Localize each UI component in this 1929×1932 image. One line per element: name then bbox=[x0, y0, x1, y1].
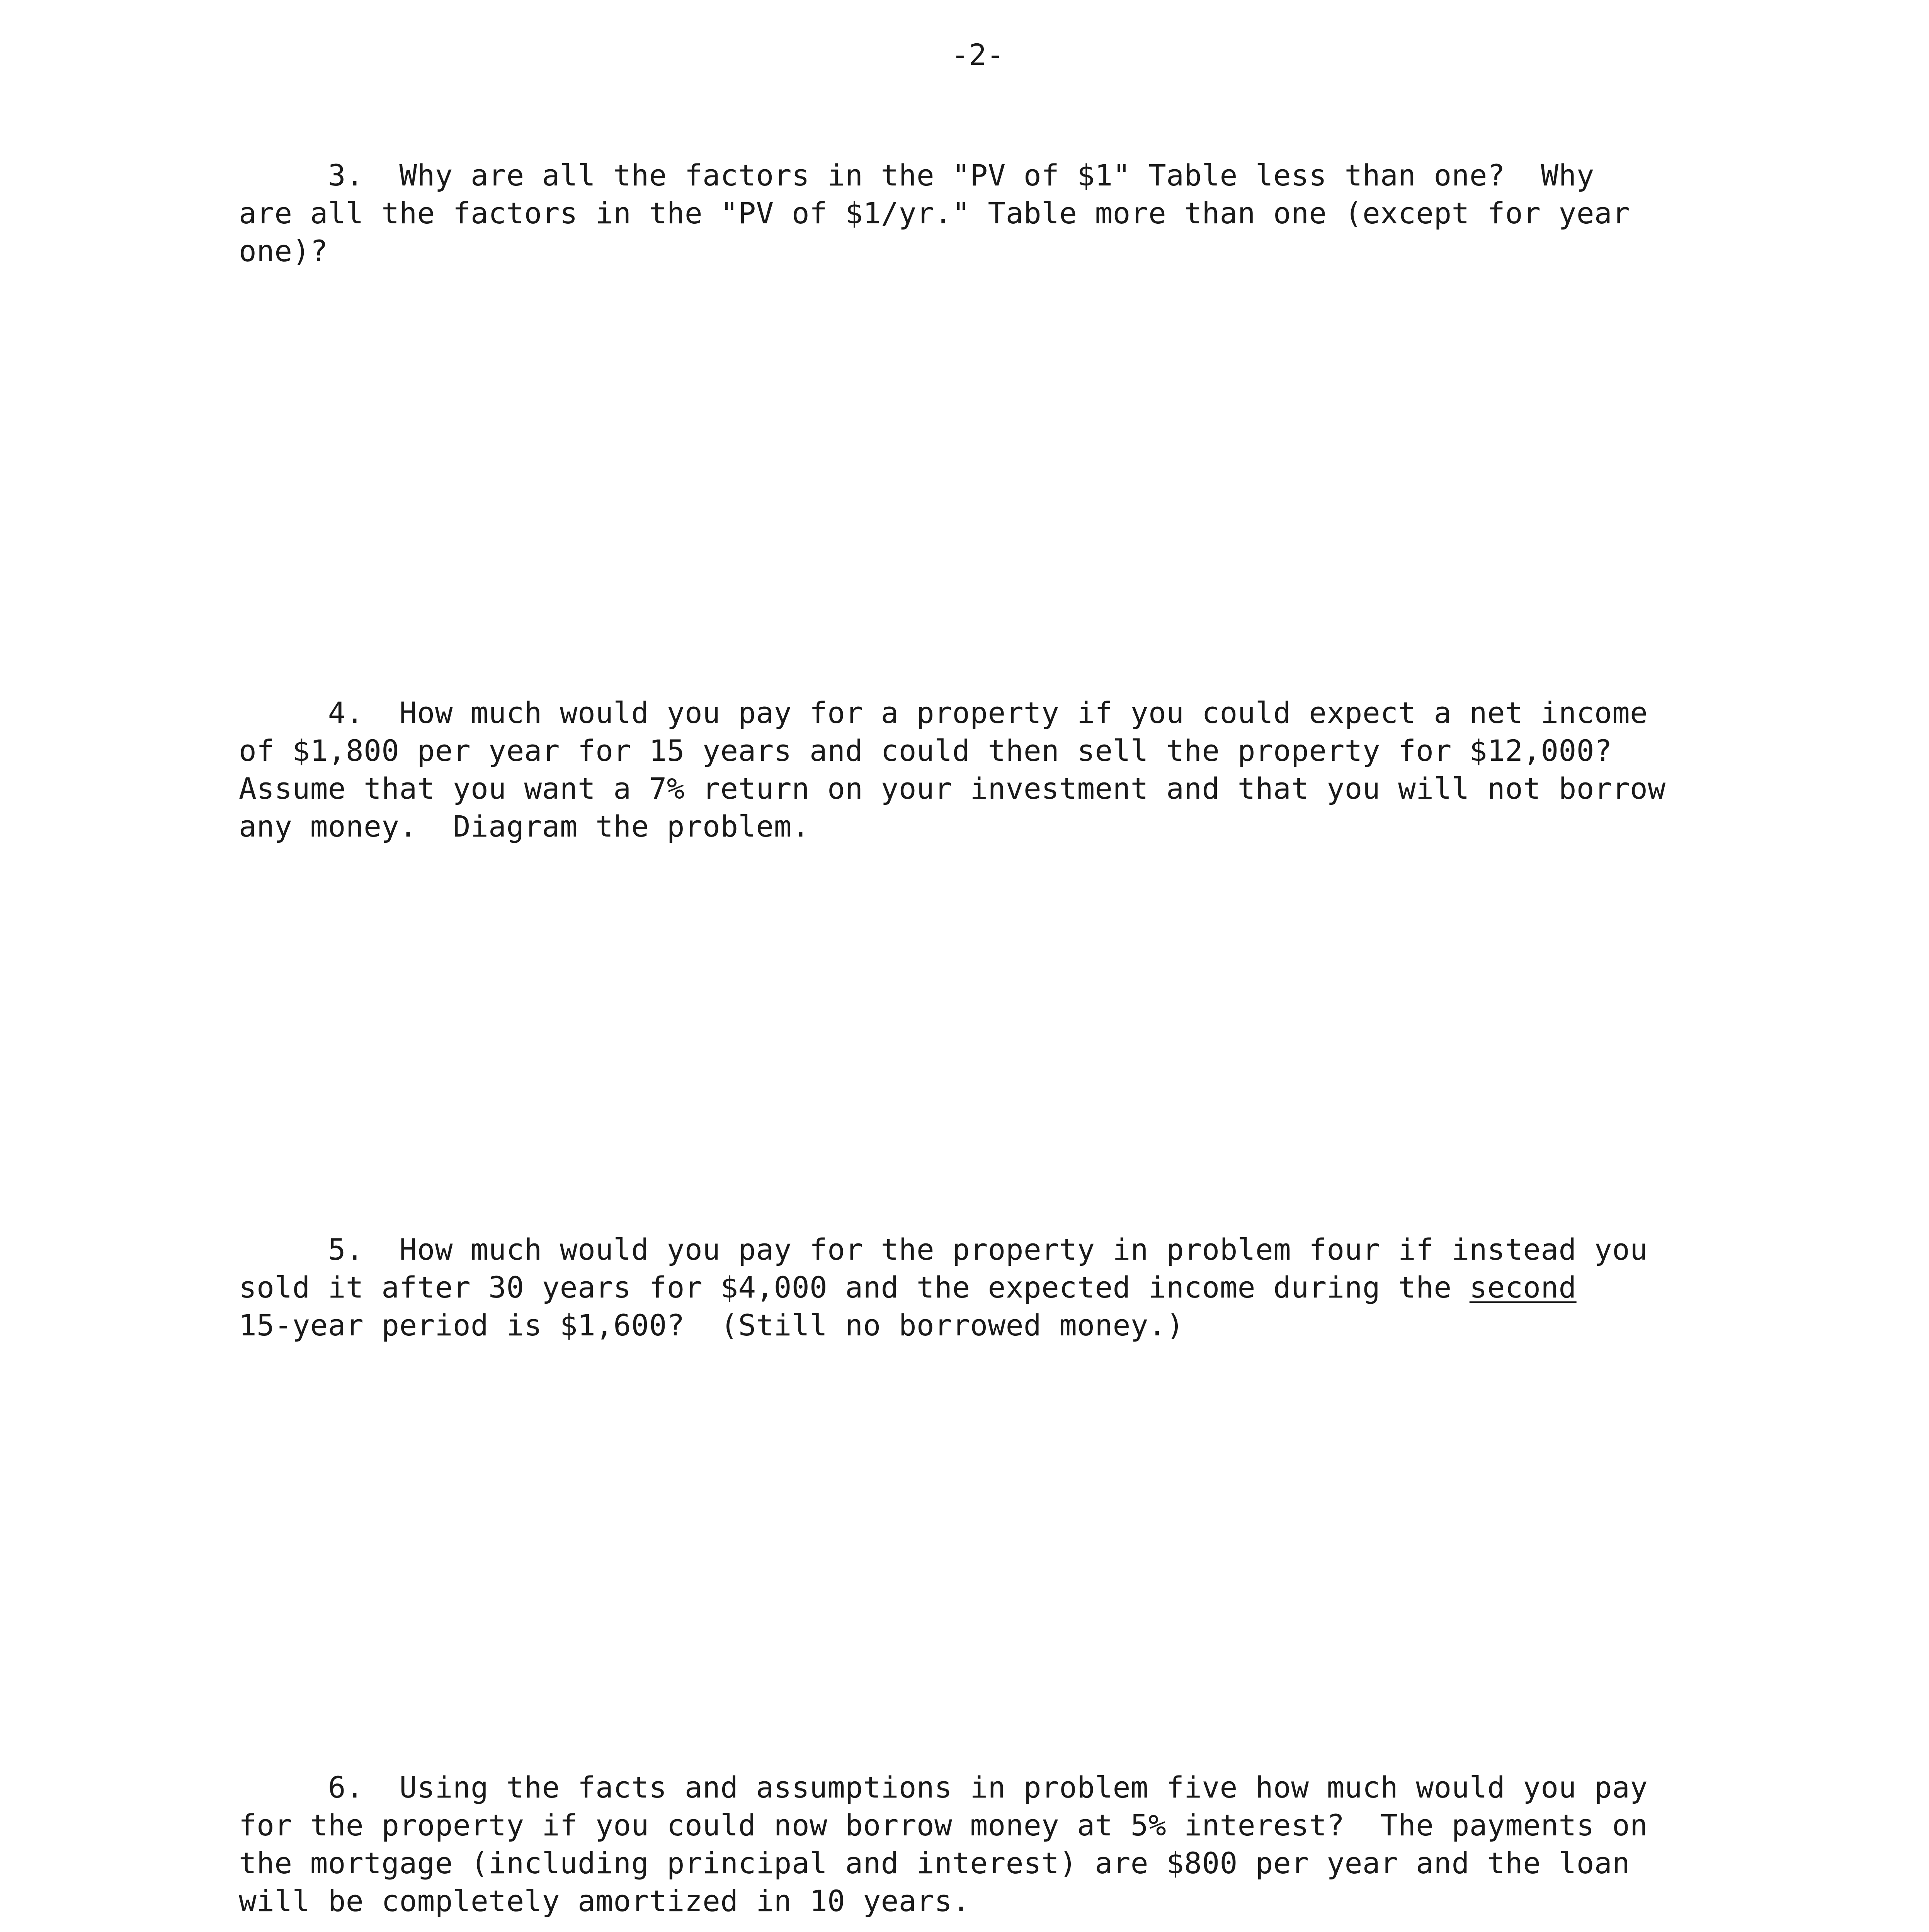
problem-line: 6. Using the facts and assumptions in problem five how much would you pay bbox=[239, 1770, 1648, 1804]
problem-line: are all the factors in the "PV of $1/yr." Table more than one (except for year bbox=[239, 196, 1630, 230]
problem-line: will be completely amortized in 10 years. bbox=[239, 1884, 970, 1918]
problem-line: one)? bbox=[239, 234, 328, 268]
problem-line: for the property if you could now borrow money at 5% interest? The payments on bbox=[239, 1808, 1648, 1842]
problem-line: of $1,800 per year for 15 years and could then sell the property for $12,000? bbox=[239, 733, 1613, 768]
problem-line: the mortgage (including principal and interest) are $800 per year and the loan bbox=[239, 1846, 1630, 1880]
underlined-word: second bbox=[1469, 1270, 1577, 1304]
problem-line: 4. How much would you pay for a property if you could expect a net income bbox=[239, 696, 1648, 730]
problem-6 bbox=[239, 1769, 1648, 1920]
problem-line: any money. Diagram the problem. bbox=[239, 809, 810, 844]
page-number: -2- bbox=[951, 37, 1004, 72]
problem-line: 15-year period is $1,600? (Still no borrowed money.) bbox=[239, 1308, 1184, 1342]
problem-3 bbox=[239, 156, 1630, 270]
problem-line: Assume that you want a 7% return on your investment and that you will not borrow bbox=[239, 771, 1666, 806]
problem-line: 5. How much would you pay for the property in problem four if instead you bbox=[239, 1232, 1648, 1267]
problem-5 bbox=[239, 1231, 1648, 1344]
problem-line: 3. Why are all the factors in the "PV of $1" Table less than one? Why bbox=[239, 158, 1594, 192]
problem-line bbox=[239, 1269, 1648, 1306]
problem-line-text: sold it after 30 years for $4,000 and the expected income during the bbox=[239, 1270, 1470, 1304]
problem-4 bbox=[239, 694, 1665, 845]
